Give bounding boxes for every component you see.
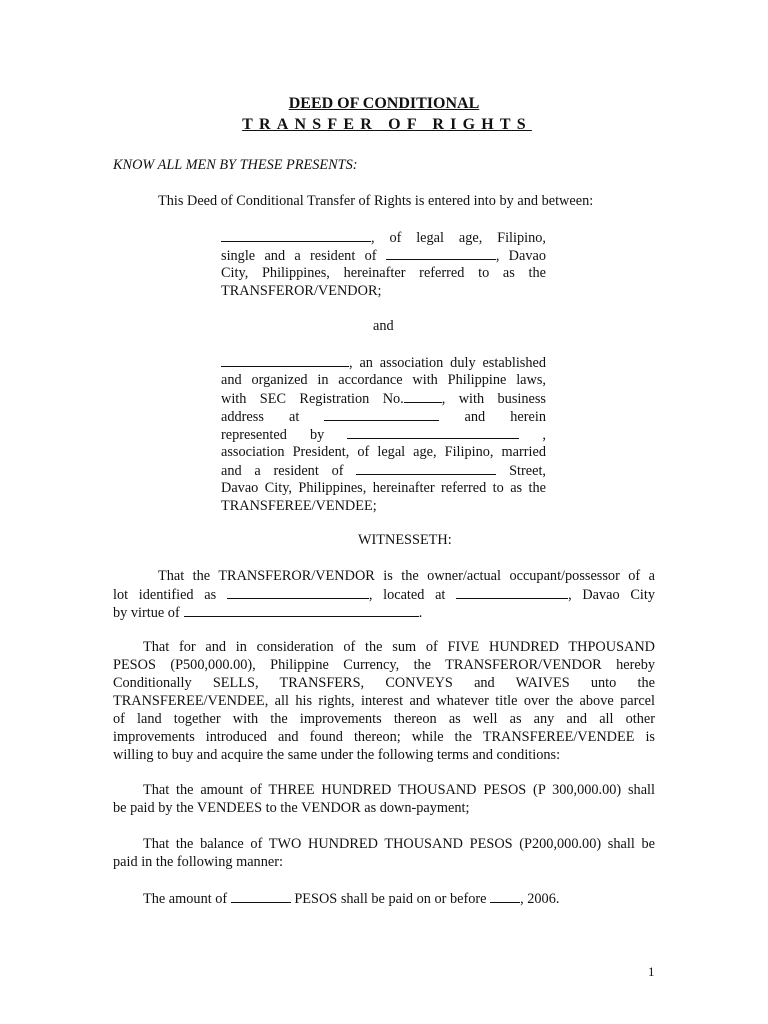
paragraph-line: by virtue of . — [113, 605, 423, 621]
paragraph-line: TRANSFEREE/VENDEE, all his rights, interest and whatever title over the above parcel — [113, 693, 655, 709]
blank-field — [221, 228, 371, 242]
transferor-line: , of legal age, Filipino, — [221, 228, 546, 246]
and-connector: and — [373, 318, 394, 334]
blank-field — [227, 585, 369, 599]
intro-paragraph: This Deed of Conditional Transfer of Rights is entered into by and between: — [158, 193, 594, 209]
transferee-line: TRANSFEREE/VENDEE; — [221, 498, 377, 514]
transferee-line: with SEC Registration No. , with business — [221, 391, 546, 407]
title-line-1: DEED OF CONDITIONAL — [288, 95, 480, 112]
paragraph-line: paid in the following manner: — [113, 854, 283, 870]
transferee-block — [221, 353, 546, 515]
paragraph-line: be paid by the VENDEES to the VENDOR as down-payment; — [113, 800, 470, 816]
paragraph-line: That the balance of TWO HUNDRED THOUSAND PESOS (P200,000.00) shall be — [143, 836, 655, 852]
blank-field — [324, 407, 439, 421]
paragraph-line: That for and in consideration of the sum of FIVE HUNDRED THPOUSAND — [143, 639, 655, 655]
blank-field — [221, 353, 349, 367]
transferor-line: TRANSFEROR/VENDOR; — [221, 283, 382, 299]
blank-field — [231, 889, 291, 903]
paragraph-consideration — [113, 638, 655, 764]
blank-field — [184, 603, 419, 617]
blank-field — [356, 461, 496, 475]
transferee-line: represented by , — [221, 427, 546, 443]
paragraph-line: lot identified as , located at , Davao City — [113, 587, 655, 603]
paragraph-owner — [113, 567, 655, 621]
transferee-line: association President, of legal age, Filipino, married — [221, 444, 546, 460]
blank-field — [347, 425, 519, 439]
blank-field — [386, 246, 496, 260]
paragraph-line: Conditionally SELLS, TRANSFERS, CONVEYS and WAIVES unto the — [113, 675, 655, 691]
paragraph-line: PESOS (P500,000.00), Philippine Currency, the TRANSFEROR/VENDOR hereby — [113, 657, 655, 673]
know-all-men-heading: KNOW ALL MEN BY THESE PRESENTS: — [113, 157, 358, 173]
witnesseth-heading: WITNESSETH: — [358, 532, 452, 548]
paragraph-line: improvements introduced and found thereon; while the TRANSFEREE/VENDEE is — [113, 729, 655, 745]
transferor-line: single and a resident of , Davao — [221, 248, 546, 264]
paragraph-line: willing to buy and acquire the same under the following terms and conditions: — [113, 747, 561, 763]
paragraph-installment: The amount of PESOS shall be paid on or before , 2006. — [143, 891, 560, 907]
transferee-line: , an association duly established — [221, 353, 546, 371]
paragraph-line: of land together with the improvements thereon as well as any and all other — [113, 711, 655, 727]
paragraph-line: That the amount of THREE HUNDRED THOUSAND PESOS (P 300,000.00) shall — [143, 782, 655, 798]
paragraph-downpayment — [113, 781, 655, 817]
page-number: 1 — [648, 964, 655, 979]
blank-field — [404, 389, 442, 403]
blank-field — [490, 889, 520, 903]
transferor-line: City, Philippines, hereinafter referred to as the — [221, 265, 546, 281]
paragraph-line: That the TRANSFEROR/VENDOR is the owner/actual occupant/possessor of a — [158, 568, 655, 584]
transferor-block — [221, 228, 546, 300]
transferee-line: and organized in accordance with Philippine laws, — [221, 372, 546, 388]
blank-field — [456, 585, 568, 599]
transferee-line: address at and herein — [221, 409, 546, 425]
title-line-2: TRANSFER OF RIGHTS — [242, 116, 532, 133]
transferee-line: Davao City, Philippines, hereinafter referred to as the — [221, 480, 546, 496]
transferee-line: and a resident of Street, — [221, 463, 546, 479]
paragraph-balance — [113, 835, 655, 871]
